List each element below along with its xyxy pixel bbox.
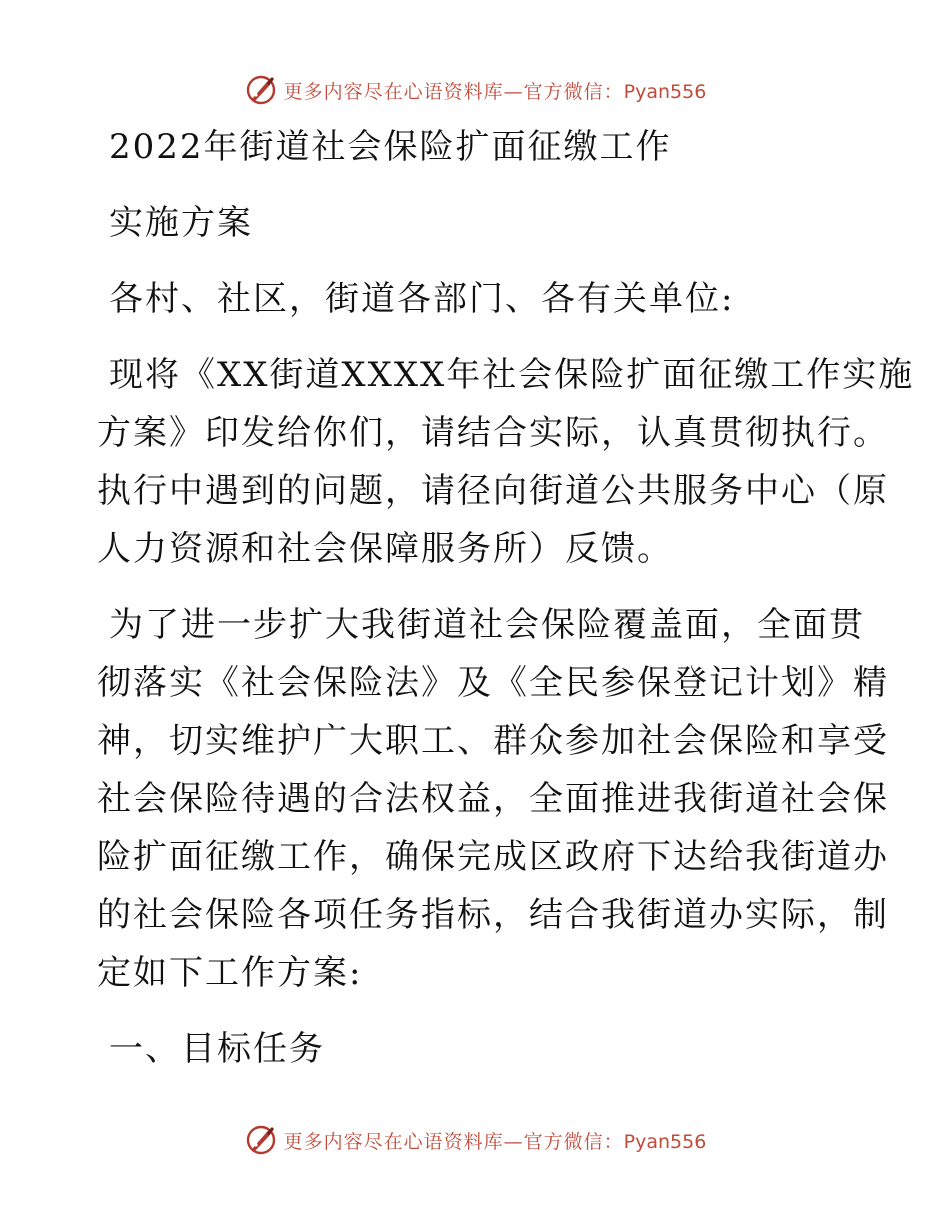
body-line: 险扩面征缴工作，确保完成区政府下达给我街道办 — [97, 837, 889, 877]
body-line: 彻落实《社会保险法》及《全民参保登记计划》精 — [97, 663, 889, 703]
body-line: 定如下工作方案: — [97, 953, 363, 993]
quill-pen-logo-icon — [244, 73, 278, 107]
notice-line: 执行中遇到的问题，请径向街道公共服务中心（原 — [97, 471, 889, 511]
body-line: 社会保险待遇的合法权益，全面推进我街道社会保 — [97, 779, 889, 819]
body-paragraph — [97, 596, 889, 1002]
section-heading: 一、目标任务 — [109, 1029, 325, 1069]
body-line: 为了进一步扩大我街道社会保险覆盖面，全面贯 — [109, 605, 865, 645]
body-line: 神，切实维护广大职工、群众参加社会保险和享受 — [97, 721, 889, 761]
salutation: 各村、社区，街道各部门、各有关单位: — [109, 279, 735, 319]
notice-paragraph — [97, 346, 915, 578]
notice-line: 现将《XX街道XXXX年社会保险扩面征缴工作实施 — [109, 355, 915, 395]
quill-pen-logo-icon — [244, 1123, 278, 1157]
watermark-text-top: 更多内容尽在心语资料库—官方微信：Pyan556 — [283, 80, 707, 103]
watermark-banner-bottom — [0, 1120, 950, 1160]
body-line: 的社会保险各项任务指标，结合我街道办实际，制 — [97, 895, 889, 935]
watermark-banner-top — [0, 70, 950, 110]
document-title-line-1: 2022年街道社会保险扩面征缴工作 — [109, 127, 672, 167]
document-body — [97, 118, 915, 1078]
notice-line: 人力资源和社会保障服务所）反馈。 — [97, 529, 673, 569]
document-title-line-2: 实施方案 — [109, 203, 253, 243]
watermark-text-bottom: 更多内容尽在心语资料库—官方微信：Pyan556 — [283, 1130, 707, 1153]
notice-line: 方案》印发给你们，请结合实际，认真贯彻执行。 — [97, 413, 889, 453]
